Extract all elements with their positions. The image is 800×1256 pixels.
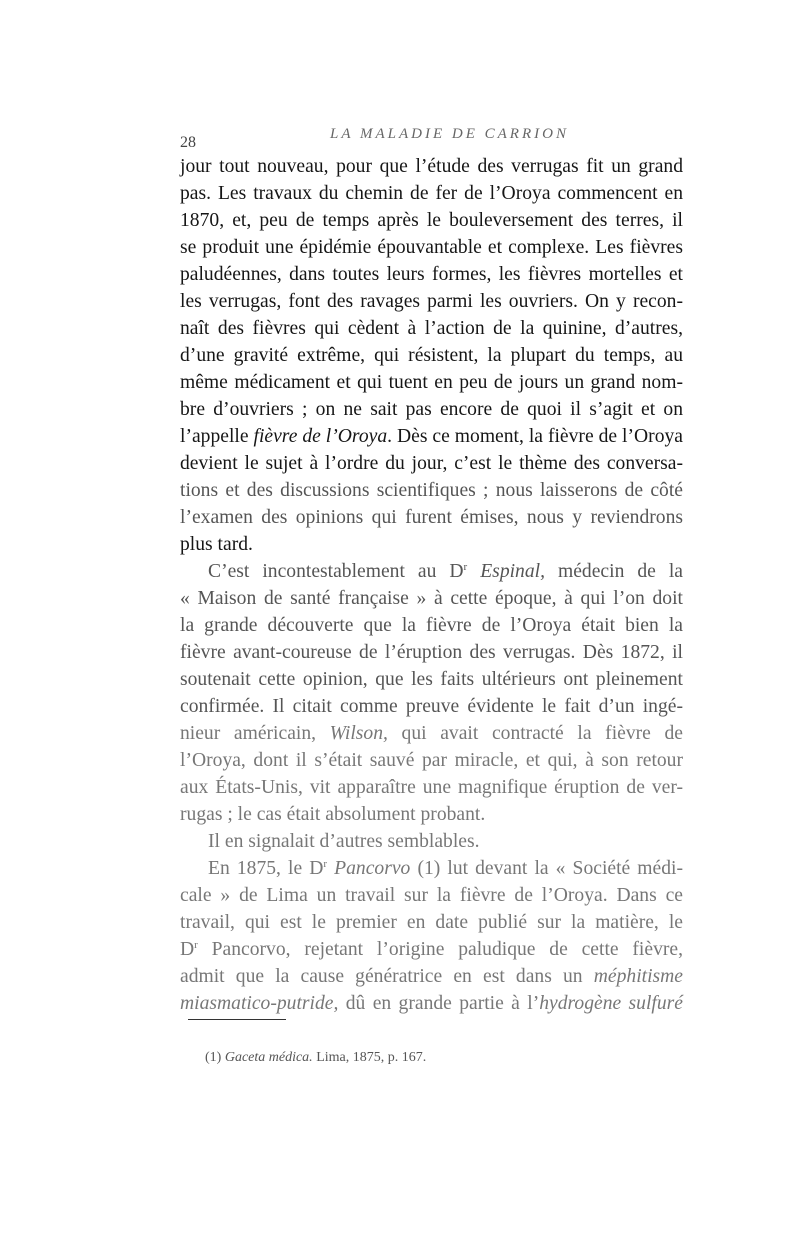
italic-term: méphitisme [593, 966, 683, 987]
text-fragment: qui avait contracté la fièvre de [387, 723, 683, 744]
text-line: d’une gravité extrême, qui résistent, la plupart du temps, au [180, 345, 683, 366]
footnote-source: Gaceta médica. [224, 1050, 313, 1065]
text-line: tions et des discussions scientifiques ; nous laisserons de côté [180, 480, 683, 501]
text-line: jour tout nouveau, pour que l’étude des verrugas fit un grand [180, 156, 683, 177]
text-line: Il en signalait d’autres semblables. [208, 831, 480, 852]
footnote-marker: (1) [205, 1050, 222, 1065]
superscript: r [463, 561, 468, 573]
italic-term: miasmatico-putride, [180, 993, 339, 1014]
text-line: la grande découverte que la fièvre de l’Oroya était bien la [180, 615, 683, 636]
italic-term: fièvre de l’Oroya [253, 426, 388, 447]
text-line: confirmée. Il citait comme preuve évidente le fait d’un ingé- [180, 696, 683, 717]
text-line [180, 990, 683, 1017]
text-line: bre d’ouvriers ; on ne sait pas encore de quoi il s’agit et on [180, 399, 683, 420]
text-fragment: (1) lut devant la « Société médi- [410, 858, 684, 879]
text-line [180, 720, 683, 747]
italic-name: Wilson, [329, 723, 388, 744]
text-fragment: En 1875, le D [208, 858, 324, 879]
text-line [180, 855, 683, 882]
text-fragment: D [180, 939, 195, 960]
italic-name: Pancorvo [334, 858, 411, 879]
text-fragment: nieur américain, [180, 723, 330, 744]
italic-name: Espinal, [480, 561, 545, 582]
page-number: 28 [180, 134, 196, 151]
text-line: 1870, et, peu de temps après le bouleversement des terres, il [180, 210, 683, 231]
text-fragment: admit que la cause génératrice en est dans un [180, 966, 594, 987]
text-line: soutenait cette opinion, que les faits ultérieurs ont pleinement [180, 669, 683, 690]
text-line: pas. Les travaux du chemin de fer de l’Oroya commencent en [180, 183, 683, 204]
text-fragment: . Dès ce moment, la fièvre de l’Oroya [387, 426, 683, 447]
superscript: r [194, 939, 198, 951]
text-line: l’Oroya, dont il s’était sauvé par miracle, et qui, à son retour [180, 750, 683, 771]
text-fragment: l’appelle [180, 426, 254, 447]
text-line: plus tard. [180, 534, 253, 555]
text-line: rugas ; le cas était absolument probant. [180, 804, 486, 825]
superscript: r [323, 858, 328, 870]
text-line: devient le sujet à l’ordre du jour, c’est le thème des conversa- [180, 453, 683, 474]
text-fragment: C’est incontestablement au D [208, 561, 464, 582]
text-line: les verrugas, font des ravages parmi les ouvriers. On y recon- [180, 291, 683, 312]
text-fragment: médecin de la [545, 561, 683, 582]
text-line: travail, qui est le premier en date publié sur la matière, le [180, 912, 683, 933]
text-line: se produit une épidémie épouvantable et complexe. Les fièvres [180, 237, 683, 258]
footnote [205, 1050, 426, 1066]
text-line: cale » de Lima un travail sur la fièvre de l’Oroya. Dans ce [180, 885, 683, 906]
text-fragment: dû en grande partie à l’ [338, 993, 540, 1014]
text-line [180, 963, 683, 990]
text-line [180, 936, 683, 963]
text-line: même médicament et qui tuent en peu de jours un grand nom- [180, 372, 683, 393]
footnote-divider [188, 1019, 286, 1020]
text-line: naît des fièvres qui cèdent à l’action de la quinine, d’autres, [180, 318, 683, 339]
text-line [180, 423, 683, 450]
text-line [180, 558, 683, 585]
italic-term: hydrogène sulfuré [539, 993, 683, 1014]
text-line: aux États-Unis, vit apparaître une magnifique éruption de ver- [180, 777, 683, 798]
main-text [180, 153, 683, 1017]
running-title: LA MALADIE DE CARRION [330, 126, 569, 142]
text-line: paludéennes, dans toutes leurs formes, les fièvres mortelles et [180, 264, 683, 285]
text-fragment: Pancorvo, rejetant l’origine paludique de cette fièvre, [197, 939, 683, 960]
text-line: fièvre avant-coureuse de l’éruption des verrugas. Dès 1872, il [180, 642, 683, 663]
text-line: « Maison de santé française » à cette époque, à qui l’on doit [180, 588, 683, 609]
text-line: l’examen des opinions qui furent émises, nous y reviendrons [180, 507, 683, 528]
footnote-reference: Lima, 1875, p. 167. [312, 1050, 427, 1065]
